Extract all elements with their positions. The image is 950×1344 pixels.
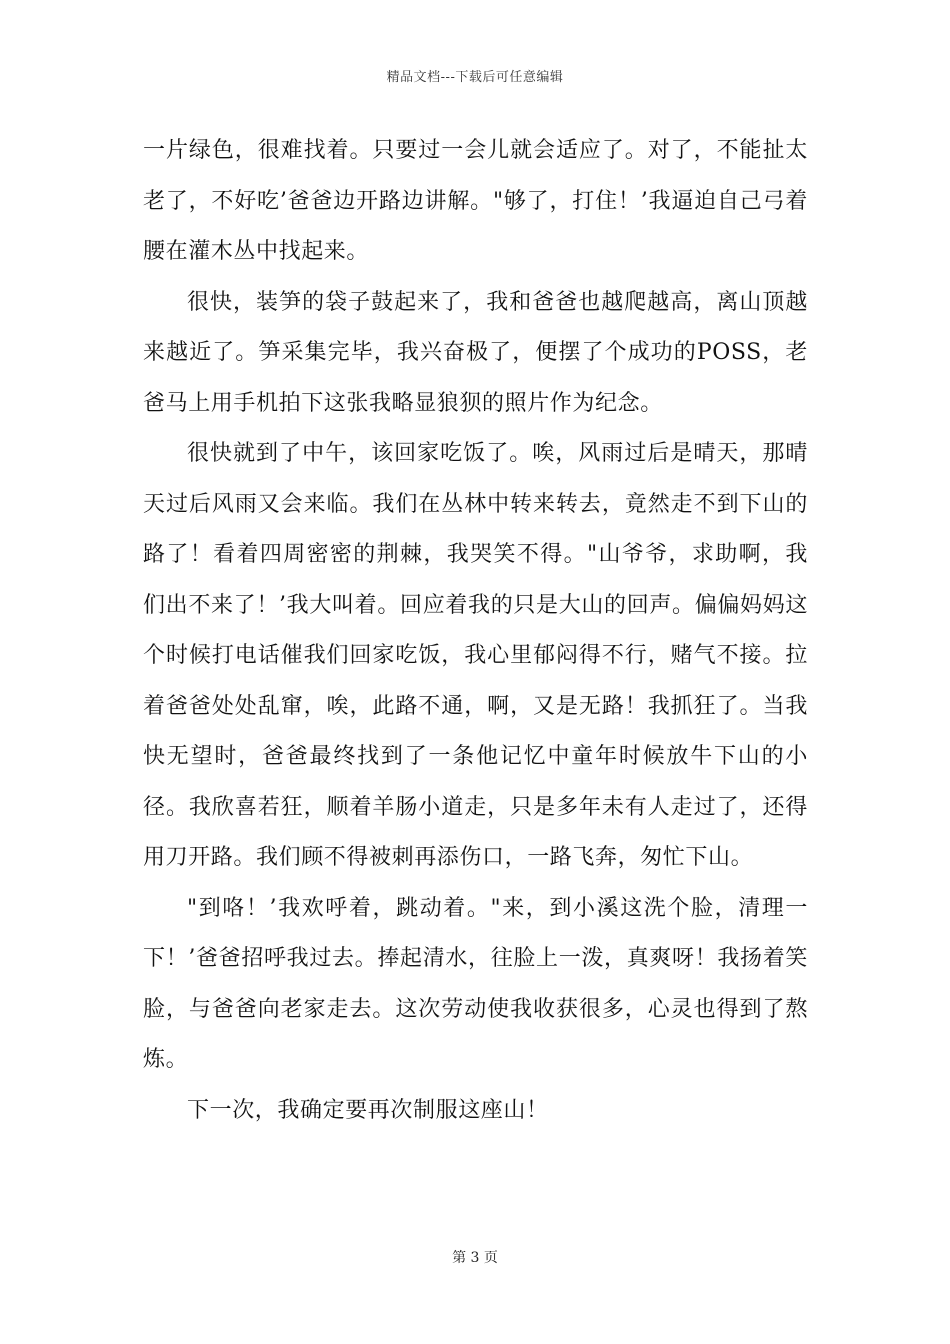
paragraph: 下一次，我确定要再次制服这座山！ <box>187 1097 549 1123</box>
paragraph: "到咯！’我欢呼着，跳动着。"来，到小溪这洗个脸，清理一下！’爸爸招呼我过去。捧起清水，往脸上一泼，真爽呀！我扬着笑脸，与爸爸向老家走去。这次劳动使我收获很多，心灵也得到了熬炼。 <box>143 895 808 1072</box>
paragraph: 很快，装笋的袋子鼓起来了，我和爸爸也越爬越高，离山顶越来越近了。笋采集完毕，我兴奋极了，便摆了个成功的POSS，老爸马上用手机拍下这张我略显狼狈的照片作为纪念。 <box>143 289 808 416</box>
page-number: 第 3 页 <box>452 1250 498 1266</box>
paragraph: 很快就到了中午，该回家吃饭了。唉，风雨过后是晴天，那晴天过后风雨又会来临。我们在丛林中转来转去，竟然走不到下山的路了！看着四周密密的荆棘，我哭笑不得。"山爷爷，求助啊，我们出不来了！’我大叫着。回应着我的只是大山的回声。偏偏妈妈这个时候打电话催我们回家吃饭，我心里郁闷得不行，赌气不接。拉着爸爸处处乱窜，唉，此路不通，啊，又是无路！我抓狂了。当我快无望时，爸爸最终找到了一条他记忆中童年时候放牛下山的小径。我欣喜若狂，顺着羊肠小道走，只是多年未有人走过了，还得用刀开路。我们顾不得被刺再添伤口，一路飞奔，匆忙下山。 <box>143 441 808 870</box>
document-body <box>143 126 808 1136</box>
paragraph: 一片绿色，很难找着。只要过一会儿就会适应了。对了，不能扯太老了，不好吃’爸爸边开路边讲解。"够了，打住！’我逼迫自己弓着腰在灌木丛中找起来。 <box>143 138 808 264</box>
page-header: 精品文档---下载后可任意编辑 <box>386 70 564 85</box>
